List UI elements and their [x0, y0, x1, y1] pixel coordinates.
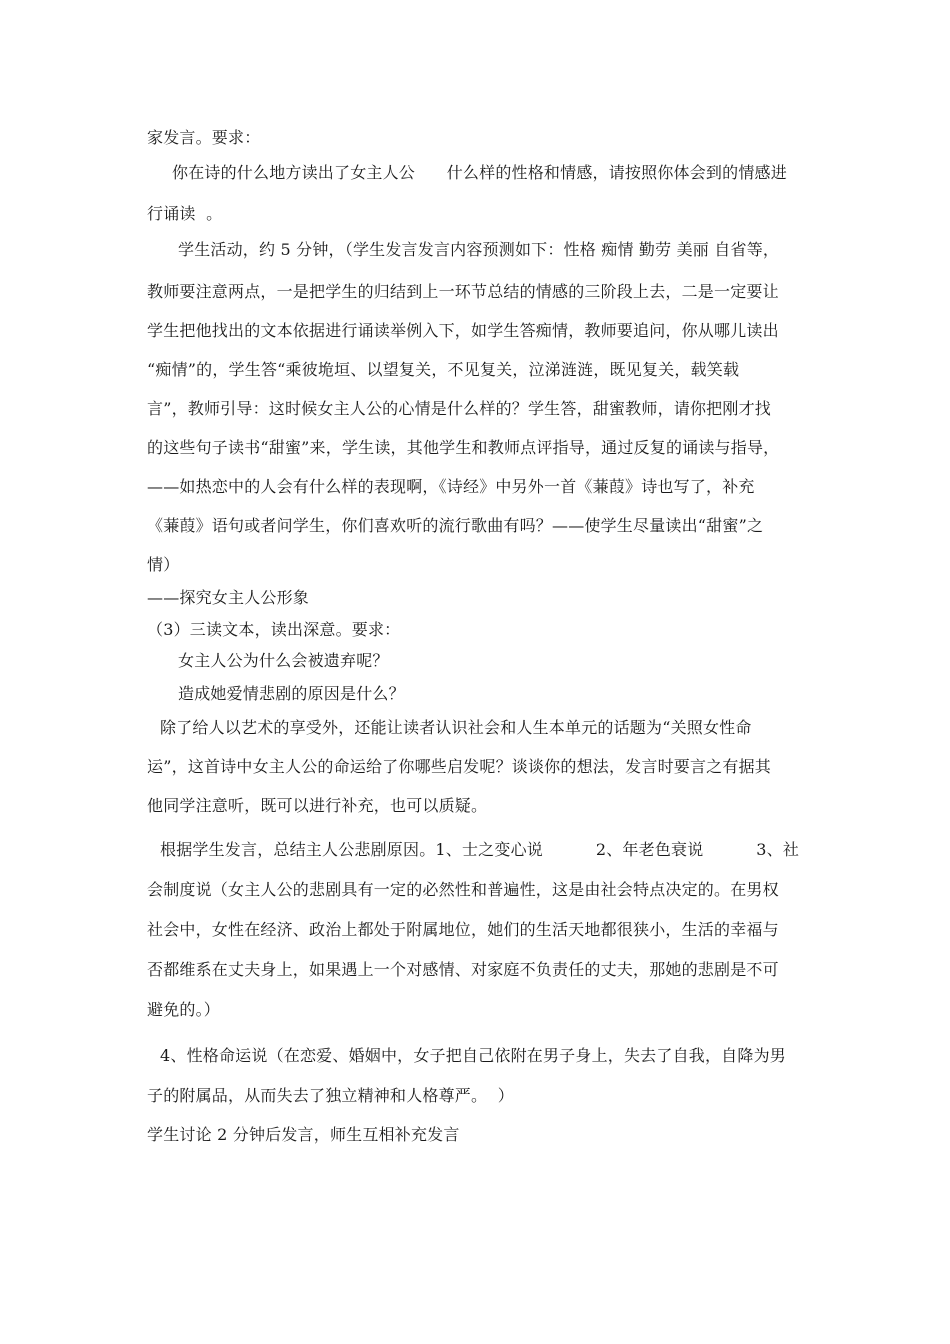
text-line: 的这些句子读书“甜蜜”来，学生读，其他学生和教师点评指导，通过反复的诵读与指导， — [147, 438, 780, 457]
text-line: 言”，教师引导：这时候女主人公的心情是什么样的？学生答，甜蜜教师，请你把刚才找 — [147, 399, 771, 418]
text-line: 社会中，女性在经济、政治上都处于附属地位，她们的生活天地都很狭小，生活的幸福与 — [147, 920, 779, 939]
text-line: 避免的。） — [147, 1000, 221, 1019]
question-line: 女主人公为什么会被遗弃呢？ — [178, 651, 389, 670]
text-line: 会制度说（女主人公的悲剧具有一定的必然性和普遍性，这是由社会特点决定的。在男权 — [147, 880, 779, 899]
text-line: 他同学注意听，既可以进行补充，也可以质疑。 — [147, 796, 488, 815]
text-line: 运”，这首诗中女主人公的命运给了你哪些启发呢？谈谈你的想法，发言时要言之有据其 — [147, 757, 771, 776]
text-line: 根据学生发言，总结主人公悲剧原因。1、士之变心说 2、年老色衰说 3、社 — [160, 840, 800, 859]
text-line: 家发言。要求： — [147, 128, 261, 147]
text-line: 教师要注意两点，一是把学生的归结到上一环节总结的情感的三阶段上去，二是一定要让 — [147, 282, 779, 301]
text-line: “痴情”的，学生答“乘彼垝垣、以望复关，不见复关，泣涕涟涟，既见复关，载笑载 — [147, 360, 740, 379]
text-line: ——如热恋中的人会有什么样的表现啊，《诗经》中另外一首《蒹葭》诗也写了，补充 — [147, 477, 755, 496]
text-line: 情） — [147, 555, 180, 574]
text-line: 学生讨论 2 分钟后发言，师生互相补充发言 — [147, 1125, 460, 1144]
question-line: 造成她爱情悲剧的原因是什么？ — [178, 684, 405, 703]
text-line: 你在诗的什么地方读出了女主人公 什么样的性格和情感，请按照你体会到的情感进 — [172, 163, 787, 182]
text-line: 4、性格命运说（在恋爱、婚姻中，女子把自己依附在男子身上，失去了自我，自降为男 — [160, 1046, 786, 1065]
text-line: 行诵读 。 — [147, 204, 223, 223]
text-line: （3）三读文本，读出深意。要求： — [147, 620, 401, 639]
section-heading: ——探究女主人公形象 — [147, 588, 310, 607]
text-line: 学生活动，约 5 分钟，（学生发言发言内容预测如下：性格 痴情 勤劳 美丽 自省等， — [178, 240, 780, 259]
text-line: 《蒹葭》语句或者问学生，你们喜欢听的流行歌曲有吗？——使学生尽量读出“甜蜜”之 — [147, 516, 764, 535]
text-line: 子的附属品，从而失去了独立精神和人格尊严。 ） — [147, 1086, 514, 1105]
text-line: 否都维系在丈夫身上，如果遇上一个对感情、对家庭不负责任的丈夫，那她的悲剧是不可 — [147, 960, 779, 979]
text-line: 学生把他找出的文本依据进行诵读举例入下，如学生答痴情，教师要追问，你从哪儿读出 — [147, 321, 779, 340]
text-line: 除了给人以艺术的享受外，还能让读者认识社会和人生本单元的话题为“关照女性命 — [160, 718, 752, 737]
